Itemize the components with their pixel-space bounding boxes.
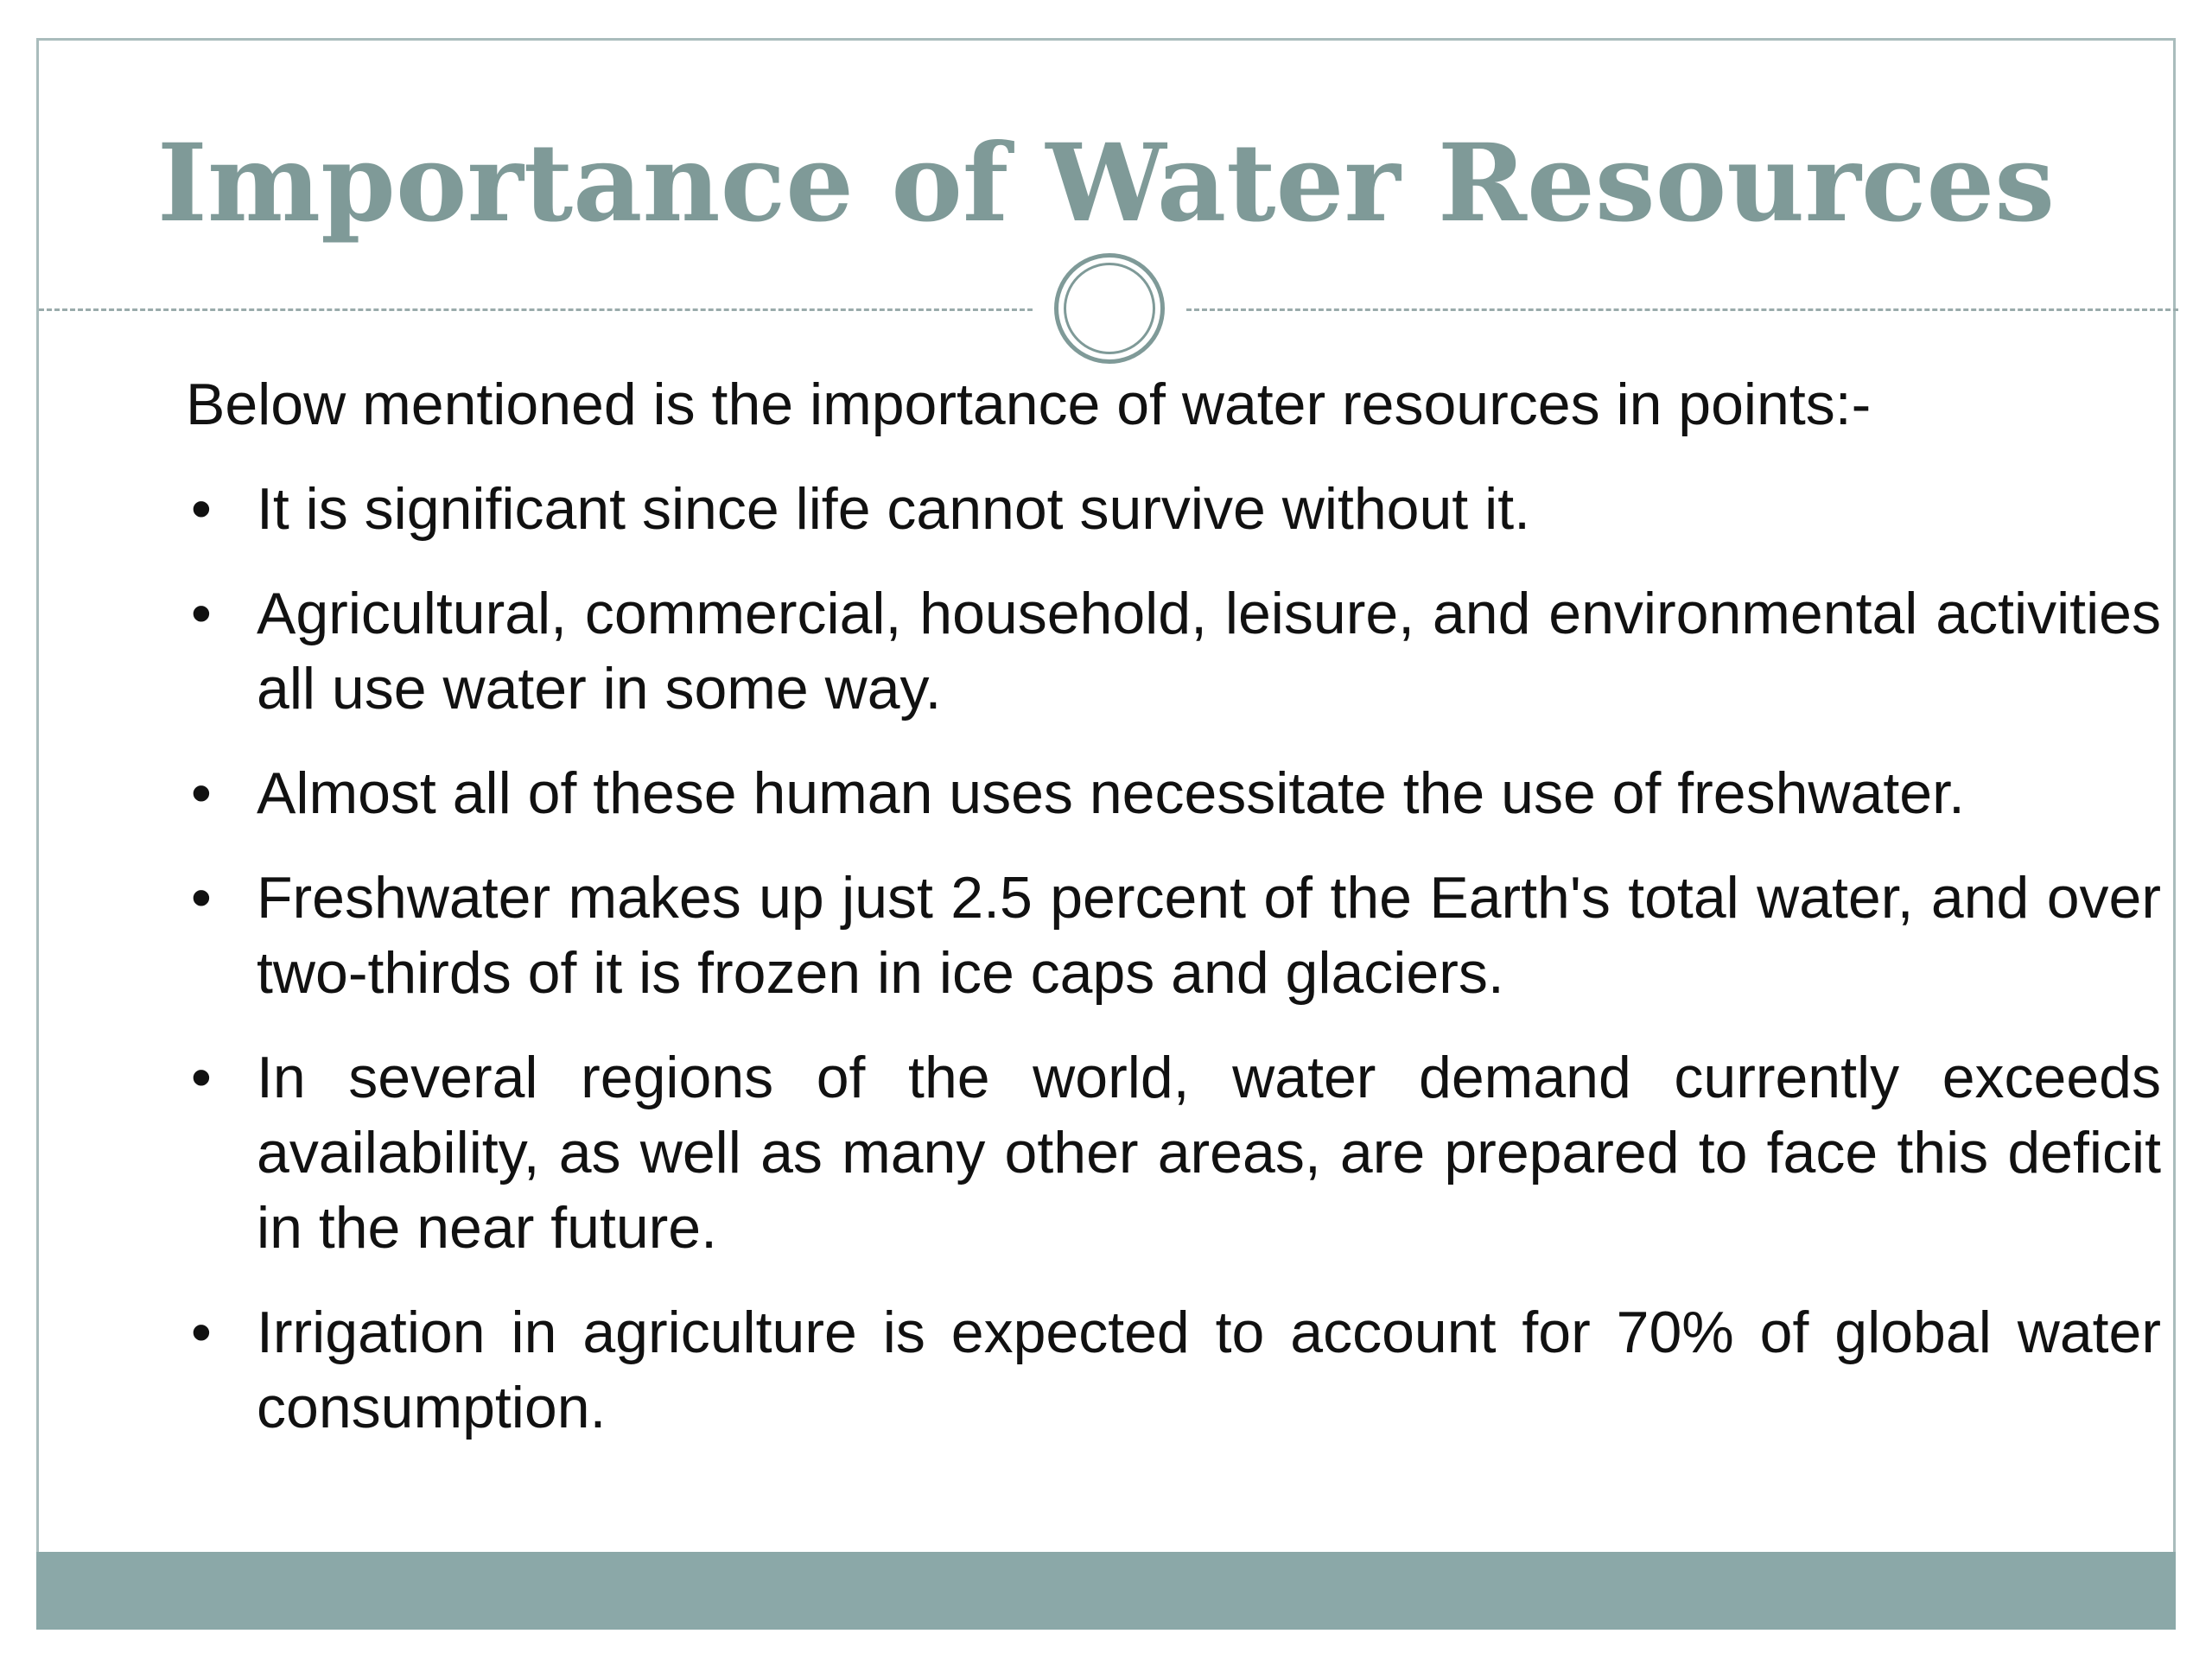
bullet-icon: • [191,760,212,826]
list-item-text: Irrigation in agriculture is expected to account for 70% of global water consumption. [257,1300,2161,1440]
list-item-text: Freshwater makes up just 2.5 percent of the Earth's total water, and over two-thirds of it is frozen in ice caps and glaciers. [257,865,2161,1006]
footer-bar [36,1552,2176,1630]
intro-text: Below mentioned is the importance of water resources in points:- [186,372,1872,437]
bullet-icon: • [191,581,212,646]
list-item [186,756,2161,831]
list-item-text: It is significant since life cannot survive without it. [257,476,1530,542]
list-item-text: Almost all of these human uses necessitate the use of freshwater. [257,760,1965,826]
bullet-icon: • [191,476,212,542]
list-item [186,861,2161,1011]
list-item [186,1040,2161,1266]
title-divider-left [39,308,1033,311]
list-item-text: In several regions of the world, water demand currently exceeds availability, as well as many other areas, are prepared to face this deficit in the near future. [257,1045,2161,1261]
list-item [186,576,2161,727]
slide-title: Importance of Water Resources [156,121,2056,246]
title-divider-right [1186,308,2178,311]
double-ring-icon [1054,253,1165,364]
list-item [186,472,2161,547]
bullet-list [186,472,2161,1446]
bullet-icon: • [191,865,212,931]
bullet-icon: • [191,1045,212,1110]
bullet-icon: • [191,1300,212,1365]
slide-body [186,367,2161,1475]
inner-ring [1064,263,1155,354]
slide [36,38,2176,1623]
list-item [186,1295,2161,1446]
list-item-text: Agricultural, commercial, household, leisure, and environmental activities all use water in some way. [257,581,2161,721]
